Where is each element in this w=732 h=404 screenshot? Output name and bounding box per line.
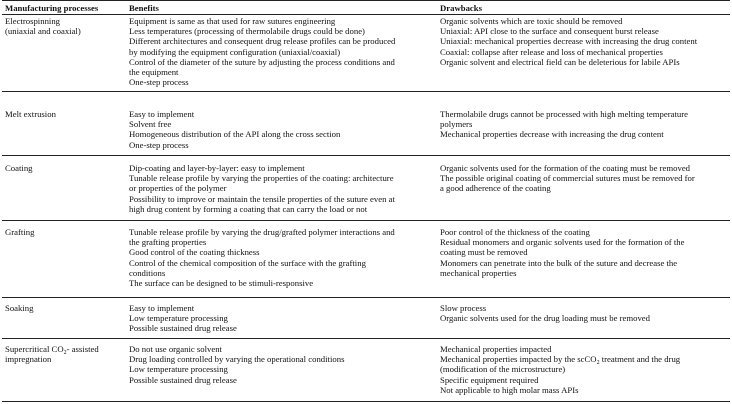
row-coating-process xyxy=(5,163,123,173)
benefit-line: the equipment xyxy=(129,67,179,78)
benefit-line: Possible sustained drug release xyxy=(129,323,237,334)
header-drawbacks: Drawbacks xyxy=(440,3,482,13)
benefit-line: Good control of the coating thickness xyxy=(129,247,260,258)
drawback-line xyxy=(440,354,728,364)
drawback-line: (modification of the microstructure) xyxy=(440,364,566,375)
row-supercritical-drawbacks xyxy=(440,344,728,395)
table-top-rule xyxy=(2,0,730,1)
drawback-line: Uniaxial: mechanical properties decrease with increasing the drug content xyxy=(440,36,698,47)
header-processes: Manufacturing processes xyxy=(5,3,99,13)
drawback-line: polymers xyxy=(440,119,473,130)
row-grafting-drawbacks xyxy=(440,227,728,278)
benefit-line: Possible sustained drug release xyxy=(129,374,237,385)
process-line xyxy=(5,344,123,354)
row-melt-extrusion-process xyxy=(5,109,123,119)
process-line: Coating xyxy=(5,163,33,173)
benefit-line: Possibility to improve or maintain the tensile properties of the suture even at xyxy=(129,193,395,204)
benefit-line: Low temperature processing xyxy=(129,364,228,375)
drawback-line: Organic solvents used for the drug loading must be removed xyxy=(440,313,650,324)
row-melt-extrusion-drawbacks xyxy=(440,109,728,140)
process-line: Melt extrusion xyxy=(5,109,56,119)
drawback-line: Organic solvents used for the formation of the coating must be removed xyxy=(440,163,691,173)
row-rule xyxy=(2,91,730,92)
benefit-line: Different architectures and consequent drug release profiles can be produced xyxy=(129,36,396,47)
drawback-line: Mechanical properties decrease with increasing the drug content xyxy=(440,129,664,140)
drawback-line: Monomers can penetrate into the bulk of the suture and decrease the xyxy=(440,257,678,268)
drawback-line: Thermolabile drugs cannot be processed with high melting temperature xyxy=(440,109,689,119)
drawback-line: Uniaxial: API close to the surface and consequent burst release xyxy=(440,26,659,37)
benefit-line: Low temperature processing xyxy=(129,313,228,324)
benefit-line: Equipment is same as that used for raw sutures engineering xyxy=(129,16,336,26)
process-text: Supercritical CO xyxy=(5,344,64,354)
row-coating-drawbacks xyxy=(440,163,728,194)
benefit-line: high drug content by forming a coating that can carry the load or not xyxy=(129,203,368,214)
row-soaking-process xyxy=(5,303,123,313)
row-electrospinning-drawbacks xyxy=(440,16,728,67)
benefit-line: One-step process xyxy=(129,77,189,88)
drawback-line: coating must be removed xyxy=(440,247,528,258)
row-grafting-process xyxy=(5,227,123,237)
row-soaking-benefits xyxy=(129,303,434,334)
benefit-line: Homogeneous distribution of the API along the cross section xyxy=(129,129,341,140)
benefit-line: Drug loading controlled by varying the operational conditions xyxy=(129,354,345,365)
row-soaking-drawbacks xyxy=(440,303,728,323)
drawback-line: Not applicable to high molar mass APIs xyxy=(440,384,579,395)
header-benefits: Benefits xyxy=(129,3,159,13)
row-rule xyxy=(2,155,730,156)
drawback-line: a good adherence of the coating xyxy=(440,183,551,194)
process-text-tail: - assisted xyxy=(66,344,99,354)
row-electrospinning-process xyxy=(5,16,123,36)
row-melt-extrusion-benefits xyxy=(129,109,434,150)
benefit-line: Tunable release profile by varying the properties of the coating: architecture xyxy=(129,173,394,184)
drawback-line: mechanical properties xyxy=(440,267,517,278)
benefit-line: conditions xyxy=(129,267,166,278)
process-line: Grafting xyxy=(5,227,35,237)
benefit-line: Dip-coating and layer-by-layer: easy to implement xyxy=(129,163,305,173)
drawback-line: The possible original coating of commercial sutures must be removed for xyxy=(440,173,695,184)
benefit-line: by modifying the equipment configuration (uniaxial/coaxial) xyxy=(129,46,341,57)
drawback-line: Mechanical properties impacted xyxy=(440,344,552,354)
subscript-2: 2 xyxy=(63,350,67,355)
benefit-line: Solvent free xyxy=(129,119,172,130)
row-rule xyxy=(2,338,730,339)
drawback-line: Specific equipment required xyxy=(440,374,539,385)
benefit-line: Control of the chemical composition of the surface with the grafting xyxy=(129,257,366,268)
benefit-line: One-step process xyxy=(129,139,189,150)
benefit-line: Control of the diameter of the suture by adjusting the process conditions and xyxy=(129,56,395,67)
header-rule xyxy=(2,14,730,15)
row-coating-benefits xyxy=(129,163,434,214)
process-line: impregnation xyxy=(5,354,52,365)
drawback-line: Poor control of the thickness of the coating xyxy=(440,227,590,237)
row-supercritical-process xyxy=(5,344,123,364)
row-supercritical-benefits xyxy=(129,344,434,385)
benefit-line: Easy to implement xyxy=(129,109,195,119)
benefit-line: the grafting properties xyxy=(129,237,207,248)
row-rule xyxy=(2,297,730,298)
table-bottom-rule xyxy=(2,401,730,402)
process-line: Electrospinning xyxy=(5,16,61,26)
drawback-line: Organic solvent and electrical field can be deleterious for labile APIs xyxy=(440,56,680,67)
process-line: Soaking xyxy=(5,303,34,313)
benefit-line: Do not use organic solvent xyxy=(129,344,222,354)
drawback-line: Residual monomers and organic solvents used for the formation of the xyxy=(440,237,685,248)
drawback-text-tail: treatment and the drug xyxy=(599,354,681,365)
row-electrospinning-benefits xyxy=(129,16,434,87)
benefit-line: or properties of the polymer xyxy=(129,183,227,194)
row-grafting-benefits xyxy=(129,227,434,288)
process-line: (uniaxial and coaxial) xyxy=(5,26,81,37)
comparison-table xyxy=(2,0,730,404)
benefit-line: Tunable release profile by varying the drug/grafted polymer interactions and xyxy=(129,227,395,237)
drawback-text: Mechanical properties impacted by the scCO xyxy=(440,354,597,365)
drawback-line: Organic solvents which are toxic should be removed xyxy=(440,16,623,26)
row-rule xyxy=(2,220,730,221)
subscript-2: 2 xyxy=(596,360,600,365)
drawback-line: Slow process xyxy=(440,303,487,313)
benefit-line: Less temperatures (processing of thermolabile drugs could be done) xyxy=(129,26,365,37)
drawback-line: Coaxial: collapse after release and loss of mechanical properties xyxy=(440,46,663,57)
benefit-line: The surface can be designed to be stimuli-responsive xyxy=(129,278,314,289)
benefit-line: Easy to implement xyxy=(129,303,195,313)
